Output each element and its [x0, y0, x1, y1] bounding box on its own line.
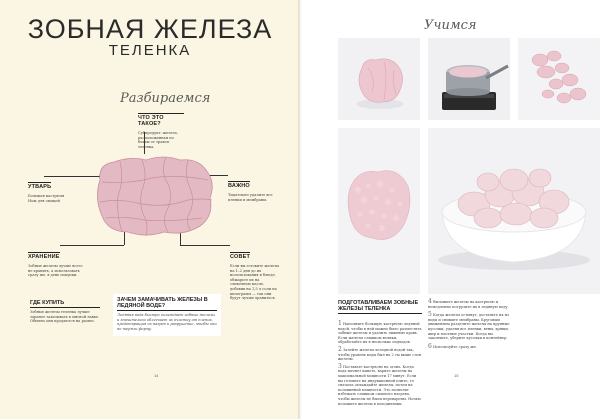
- step-number: 3: [338, 362, 342, 370]
- where-to-buy-heading: ГДЕ КУПИТЬ: [30, 300, 100, 308]
- steps-heading-text: ПОДГОТАВЛИВАЕМ ЗОБНЫЕ ЖЕЛЕЗЫ ТЕЛЕНКА: [338, 300, 422, 314]
- photo-raw-gland: [338, 38, 420, 120]
- callout-tools-heading: УТВАРЬ: [28, 184, 52, 190]
- callout-advice-heading: СОВЕТ: [230, 254, 251, 260]
- where-to-buy: [30, 300, 100, 324]
- callout-tools-body: Большая кастрюля Нож для овощей: [28, 194, 65, 203]
- step-text: Когда железы остынут, достаньте их из воды и снимите мембраны. Круговым движением разделите железы на крупные кусочки, удаляя все пленки, вены, хрящи, жир и плотные участки. Когда вы закончите, уберите кусочки в контейнер.: [428, 313, 510, 341]
- callout-important: [228, 174, 274, 202]
- gland-illustration-icon: [90, 150, 220, 240]
- step-item: [428, 300, 512, 309]
- callout-storage-heading: ХРАНЕНИЕ: [28, 254, 60, 260]
- callout-what-body: Субпродукт: железа, расположенная по бокам от трахеи теленка.: [138, 131, 178, 149]
- step-text: Наполните большую кастрюлю ледяной водой, чтобы в ней можно было разместить зобные железы и удалить лишнюю кровь. Если железы слишком велики, обработайте их в несколько подходов.: [338, 322, 422, 345]
- tip-box: [113, 294, 221, 336]
- callout-what-heading: ЧТО ЭТО ТАКОЕ?: [138, 113, 184, 127]
- photo-membranes: [338, 128, 420, 294]
- callout-important-body: Тщательно удалите все пленки и мембраны.: [228, 193, 273, 202]
- step-number: 6: [428, 342, 432, 350]
- photo-pieces: [518, 38, 600, 120]
- page-number: 14: [154, 373, 159, 378]
- step-number: 4: [428, 298, 432, 305]
- step-text: Поставьте кастрюлю на огонь. Когда вода начнет кипеть, варите железы на максимальной мощности 17 минут. Если вы готовите на индукционной плите, то сначала охлаждайте железы, потом на половинной мощности. Это позволит избежать слишком сильного нагрева, чтобы железы не были переварены. Ночью положите железы в холодильник.: [338, 364, 421, 406]
- section-heading-practice: Учимся: [424, 18, 477, 33]
- steps-column-right: [428, 300, 512, 349]
- callout-tools: [28, 175, 78, 203]
- callout-storage: [28, 245, 88, 278]
- step-item: [338, 322, 422, 345]
- page-subtitle: ТЕЛЕНКА: [108, 42, 192, 59]
- step-text: Залейте железы холодной водой так, чтобы уровень воды был на 2 см выше слоя железы.: [338, 347, 422, 362]
- tip-body: Ледяная вода быстро охлаждает зобные железы и значительно облегчает их очистку от пленок, предотвращая их нагрев и разрушение, чтобы они не теряли форму.: [117, 313, 217, 331]
- callout-important-heading: ВАЖНО: [228, 183, 250, 189]
- page-number: 15: [454, 373, 459, 378]
- step-number: 5: [428, 311, 432, 319]
- step-text: Используйте сразу же.: [432, 344, 477, 349]
- tip-heading: ЗАЧЕМ ЗАМАЧИВАТЬ ЖЕЛЕЗЫ В ЛЕДЯНОЙ ВОДЕ?: [117, 297, 217, 311]
- leader-line: [180, 245, 230, 246]
- steps-heading: [338, 300, 422, 314]
- leader-line: [60, 245, 124, 246]
- photo-pot: [428, 38, 510, 120]
- where-to-buy-body: Зобные железы теленка лучше заранее заказывать в мясной лавке. Обычно они продаются на развес.: [30, 310, 100, 324]
- page-title: ЗОБНАЯ ЖЕЛЕЗА: [27, 14, 273, 44]
- gutter-shadow: [298, 0, 302, 419]
- step-item: [338, 345, 422, 362]
- steps-column-left: [338, 322, 422, 406]
- right-page: [300, 0, 600, 419]
- callout-advice-body: Если вы готовите железы на 1–2 дня до их использования в блюде, обжарьте их на сливочном масле, добавив на 1,5 л соли на килограмм — так они будут лучше храниться.: [230, 264, 280, 301]
- section-heading-learn: Разбираемся: [120, 91, 211, 106]
- step-number: 1: [338, 320, 342, 327]
- step-item: [428, 342, 512, 350]
- callout-advice: [230, 245, 280, 301]
- photo-bowl: [428, 128, 600, 294]
- step-item: [338, 362, 422, 406]
- step-number: 2: [338, 345, 342, 353]
- step-text: Выложите железы на кастрюлю и немедленно погрузите их в ледяную воду.: [428, 300, 509, 309]
- callout-storage-body: Зобные железы лучше всего не хранить, а использовать сразу же, в день покупки.: [28, 264, 83, 278]
- step-item: [428, 313, 512, 341]
